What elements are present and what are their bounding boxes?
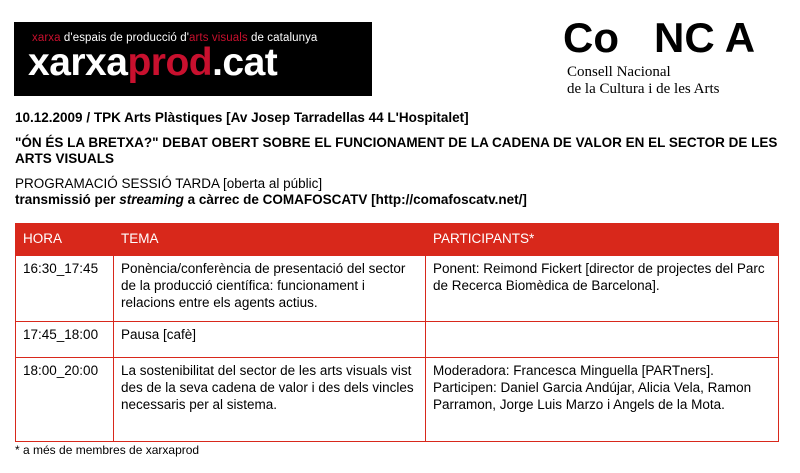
cell-tema: Pausa [cafè] (114, 322, 426, 358)
cell-participants: Ponent: Reimond Fickert [director de projectes del Parc de Recerca Biomèdica de Barcelona]. (426, 256, 779, 322)
streaming-info: transmissió per streaming a càrrec de COMAFOSCATV [http://comafoscatv.net/] (15, 192, 527, 207)
cell-hora: 18:00_20:00 (16, 358, 114, 442)
cell-tema: Ponència/conferència de presentació del sector de la producció científica: funcionament i relacions entre els agents actius. (114, 256, 426, 322)
column-header-participants: PARTICIPANTS* (426, 224, 779, 256)
event-title: "ÓN ÉS LA BRETXA?" DEBAT OBERT SOBRE EL FUNCIONAMENT DE LA CADENA DE VALOR EN EL SECTOR DE LES ARTS VISUALS (15, 135, 778, 166)
schedule-table (15, 223, 779, 442)
table-row (16, 358, 779, 442)
conca-logo: Co NC A (563, 14, 756, 61)
table-header-row (16, 224, 779, 256)
cell-participants: Moderadora: Francesca Minguella [PARTners]. Participen: Daniel Garcia Andújar, Alicia Vela, Ramon Parramon, Jorge Luis Marzo i Angels de la Mota. (426, 358, 779, 442)
xarxaprod-wordmark: xarxaprod.cat (28, 41, 278, 84)
xarxaprod-tagline: xarxa d'espais de producció d'arts visuals de catalunya (32, 32, 318, 44)
conca-name: Consell Nacional de la Cultura i de les Arts (567, 64, 720, 97)
footnote: * a més de membres de xarxaprod (15, 443, 200, 457)
xarxaprod-logo (14, 22, 372, 96)
programme-label: PROGRAMACIÓ SESSIÓ TARDA [oberta al públic] (15, 176, 323, 191)
cell-hora: 17:45_18:00 (16, 322, 114, 358)
table-row (16, 256, 779, 322)
table-row (16, 322, 779, 358)
cell-hora: 16:30_17:45 (16, 256, 114, 322)
column-header-hora: HORA (16, 224, 114, 256)
column-header-tema: TEMA (114, 224, 426, 256)
cell-participants (426, 322, 779, 358)
cell-tema: La sostenibilitat del sector de les arts visuals vist des de la seva cadena de valor i des dels vincles necessaris per al sistema. (114, 358, 426, 442)
date-location: 10.12.2009 / TPK Arts Plàstiques [Av Josep Tarradellas 44 L'Hospitalet] (15, 110, 469, 125)
